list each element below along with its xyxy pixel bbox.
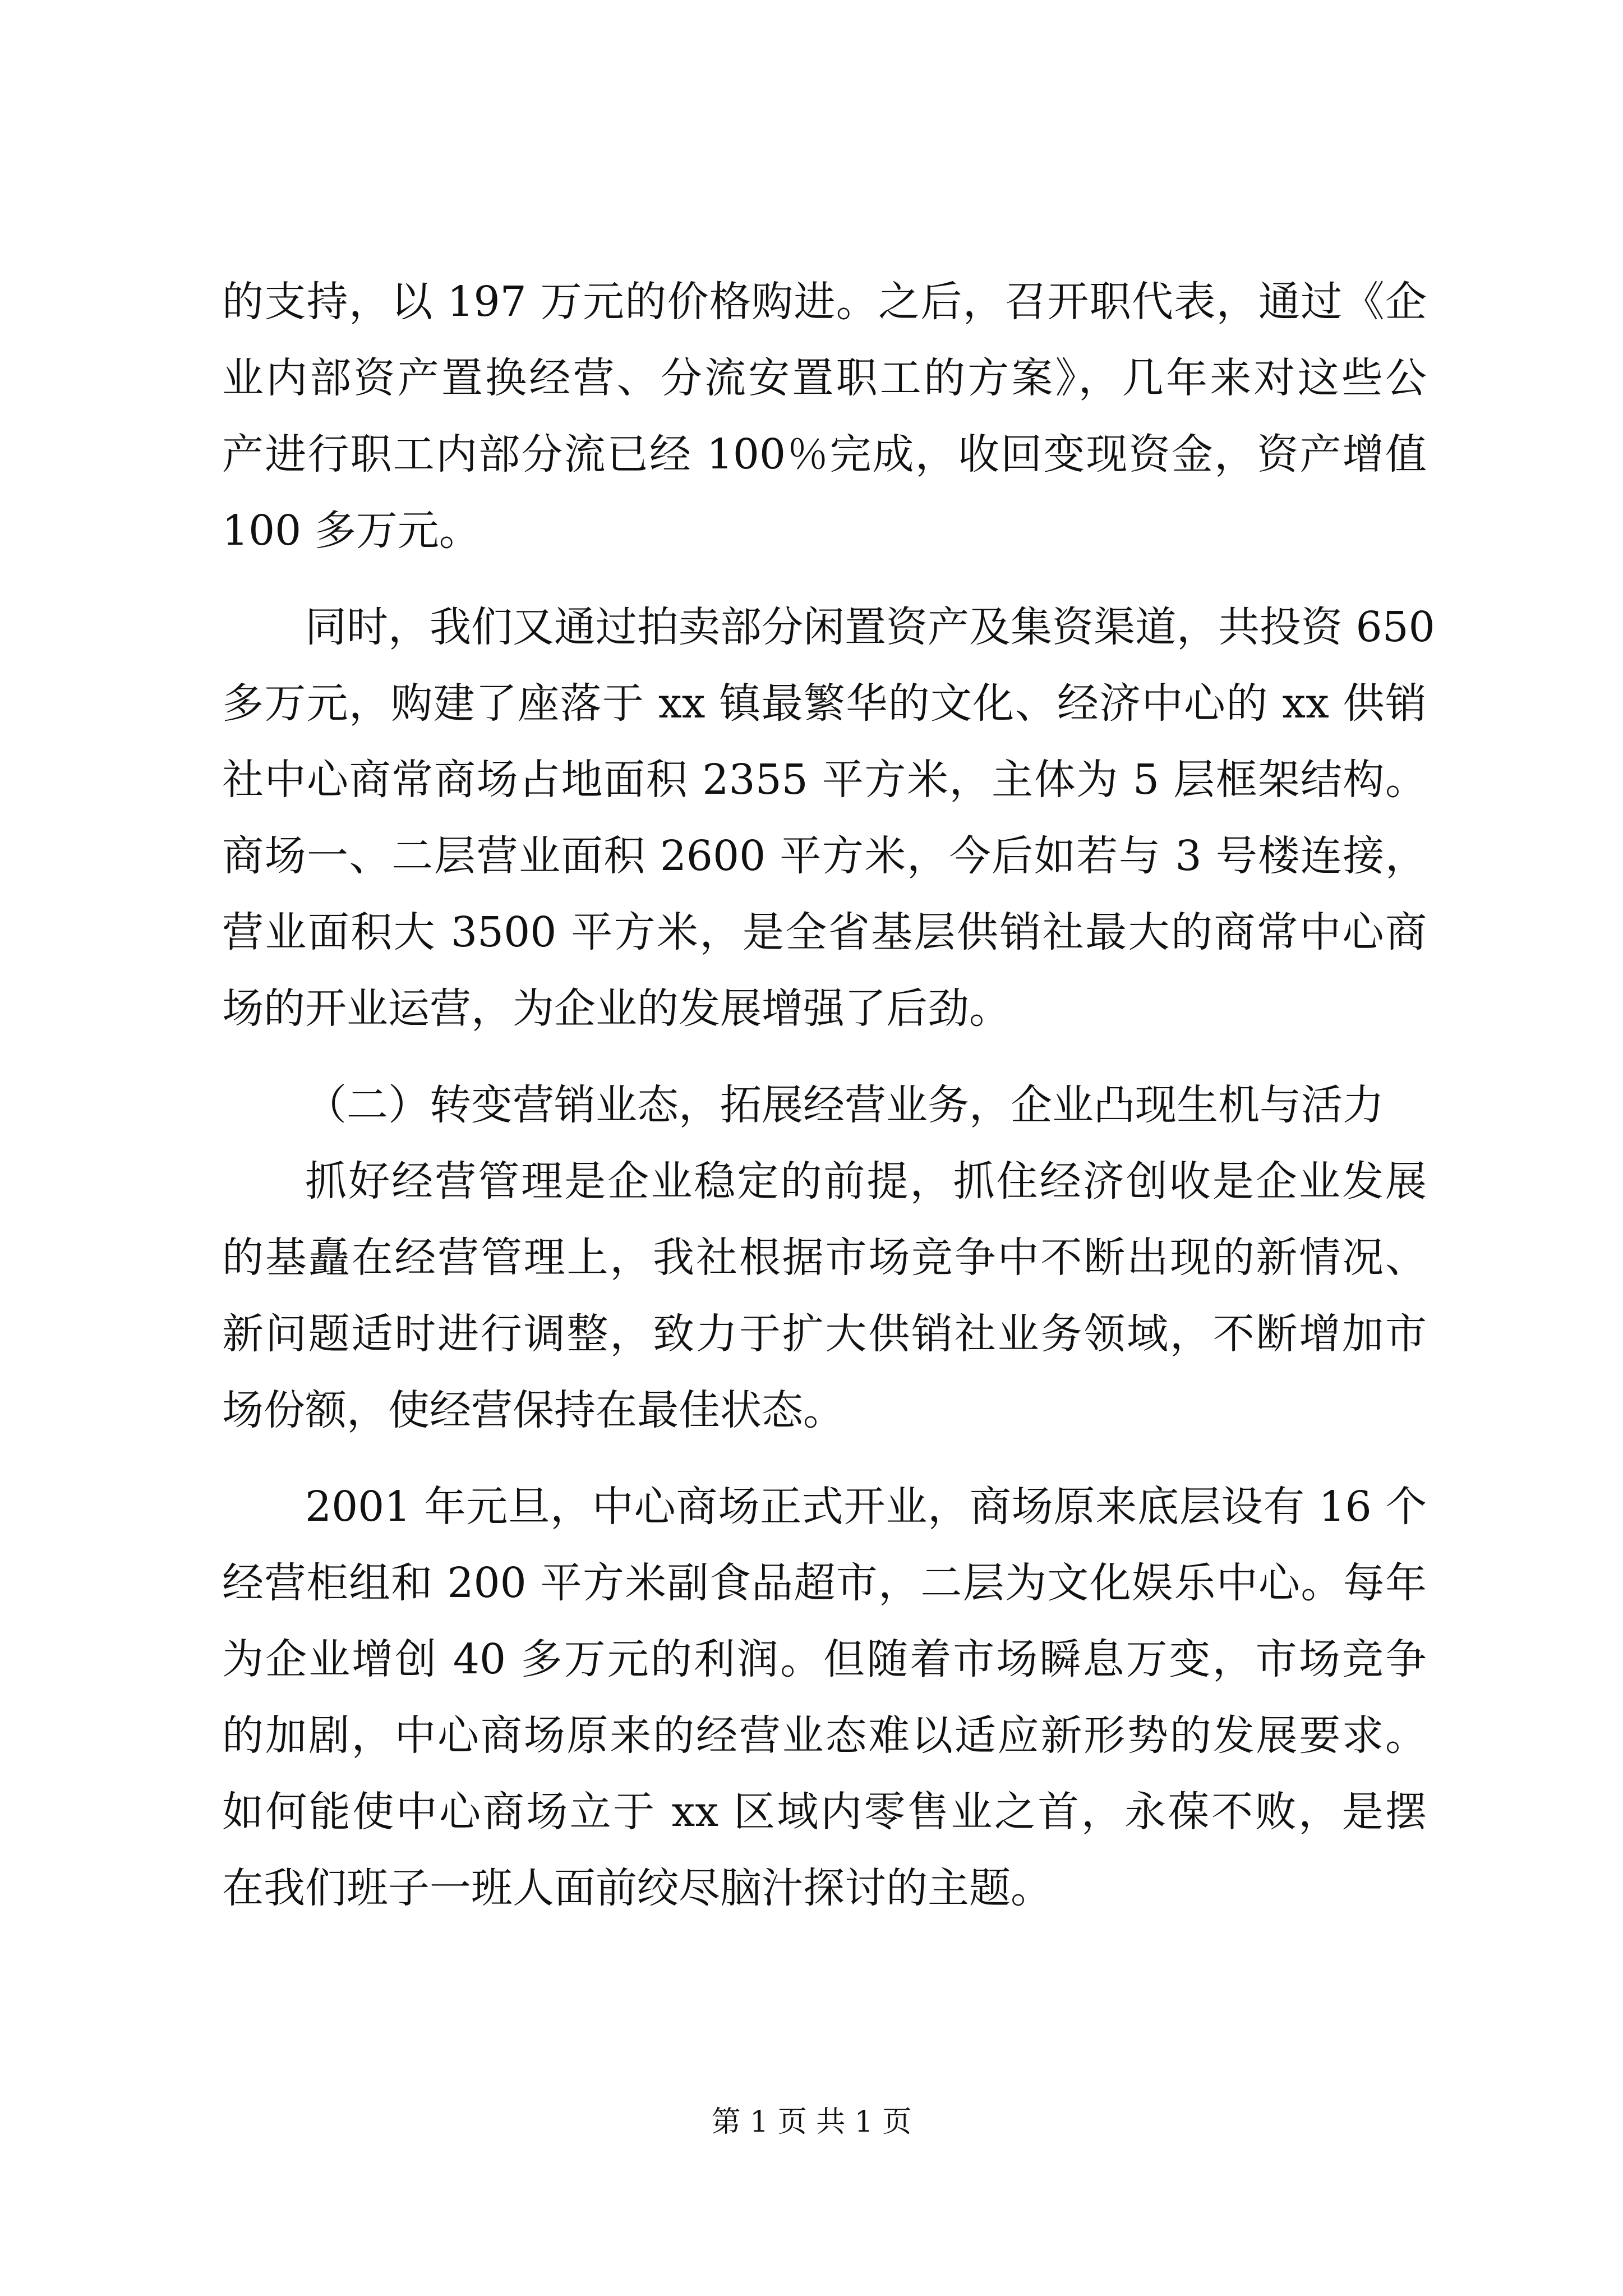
paragraph-1 bbox=[222, 264, 1427, 569]
text-line: 产进行职工内部分流已经 100％完成，收回变现资金，资产增值 bbox=[222, 430, 1427, 478]
text-line: 新问题适时进行调整，致力于扩大供销社业务领域，不断增加市 bbox=[222, 1310, 1427, 1358]
page-number-footer: 第 1 页 共 1 页 bbox=[711, 2105, 912, 2139]
text-line: 营业面积大 3500 平方米，是全省基层供销社最大的商常中心商 bbox=[222, 908, 1427, 956]
text-line: 多万元，购建了座落于 xx 镇最繁华的文化、经济中心的 xx 供销 bbox=[222, 679, 1427, 728]
text-line: 商场一、二层营业面积 2600 平方米，今后如若与 3 号楼连接， bbox=[222, 832, 1427, 880]
text-line: 抓好经营管理是企业稳定的前提，抓住经济创收是企业发展 bbox=[305, 1157, 1427, 1205]
paragraph-4 bbox=[222, 1469, 1427, 1926]
document-body bbox=[222, 264, 1435, 1926]
text-line: 业内部资产置换经营、分流安置职工的方案》，几年来对这些公 bbox=[222, 354, 1427, 402]
text-line: 的支持，以 197 万元的价格购进。之后，召开职代表，通过《企 bbox=[222, 278, 1427, 326]
text-line: 2001 年元旦，中心商场正式开业，商场原来底层设有 16 个 bbox=[305, 1483, 1427, 1531]
text-line: 的基矗在经营管理上，我社根据市场竞争中不断出现的新情况、 bbox=[222, 1234, 1427, 1282]
text-line: 为企业增创 40 多万元的利润。但随着市场瞬息万变，市场竞争 bbox=[222, 1635, 1427, 1683]
text-line: 的加剧，中心商场原来的经营业态难以适应新形势的发展要求。 bbox=[222, 1711, 1427, 1760]
text-line: 经营柜组和 200 平方米副食品超市，二层为文化娱乐中心。每年 bbox=[222, 1559, 1427, 1607]
paragraph-2 bbox=[222, 589, 1435, 1047]
paragraph-3 bbox=[222, 1143, 1427, 1448]
section-heading-text: （二）转变营销业态，拓展经营业务，企业凸现生机与活力 bbox=[305, 1081, 1384, 1129]
text-line: 100 多万元。 bbox=[222, 507, 481, 555]
text-line: 社中心商常商场占地面积 2355 平方米，主体为 5 层框架结构。 bbox=[222, 756, 1427, 804]
text-line: 同时，我们又通过拍卖部分闲置资产及集资渠道，共投资 650 bbox=[305, 603, 1435, 651]
section-heading bbox=[222, 1067, 1427, 1143]
text-line: 如何能使中心商场立于 xx 区域内零售业之首，永葆不败，是摆 bbox=[222, 1788, 1427, 1836]
text-line: 在我们班子一班人面前绞尽脑汁探讨的主题。 bbox=[222, 1864, 1052, 1912]
text-line: 场份额，使经营保持在最佳状态。 bbox=[222, 1386, 845, 1434]
text-line: 场的开业运营，为企业的发展增强了后劲。 bbox=[222, 984, 1011, 1033]
